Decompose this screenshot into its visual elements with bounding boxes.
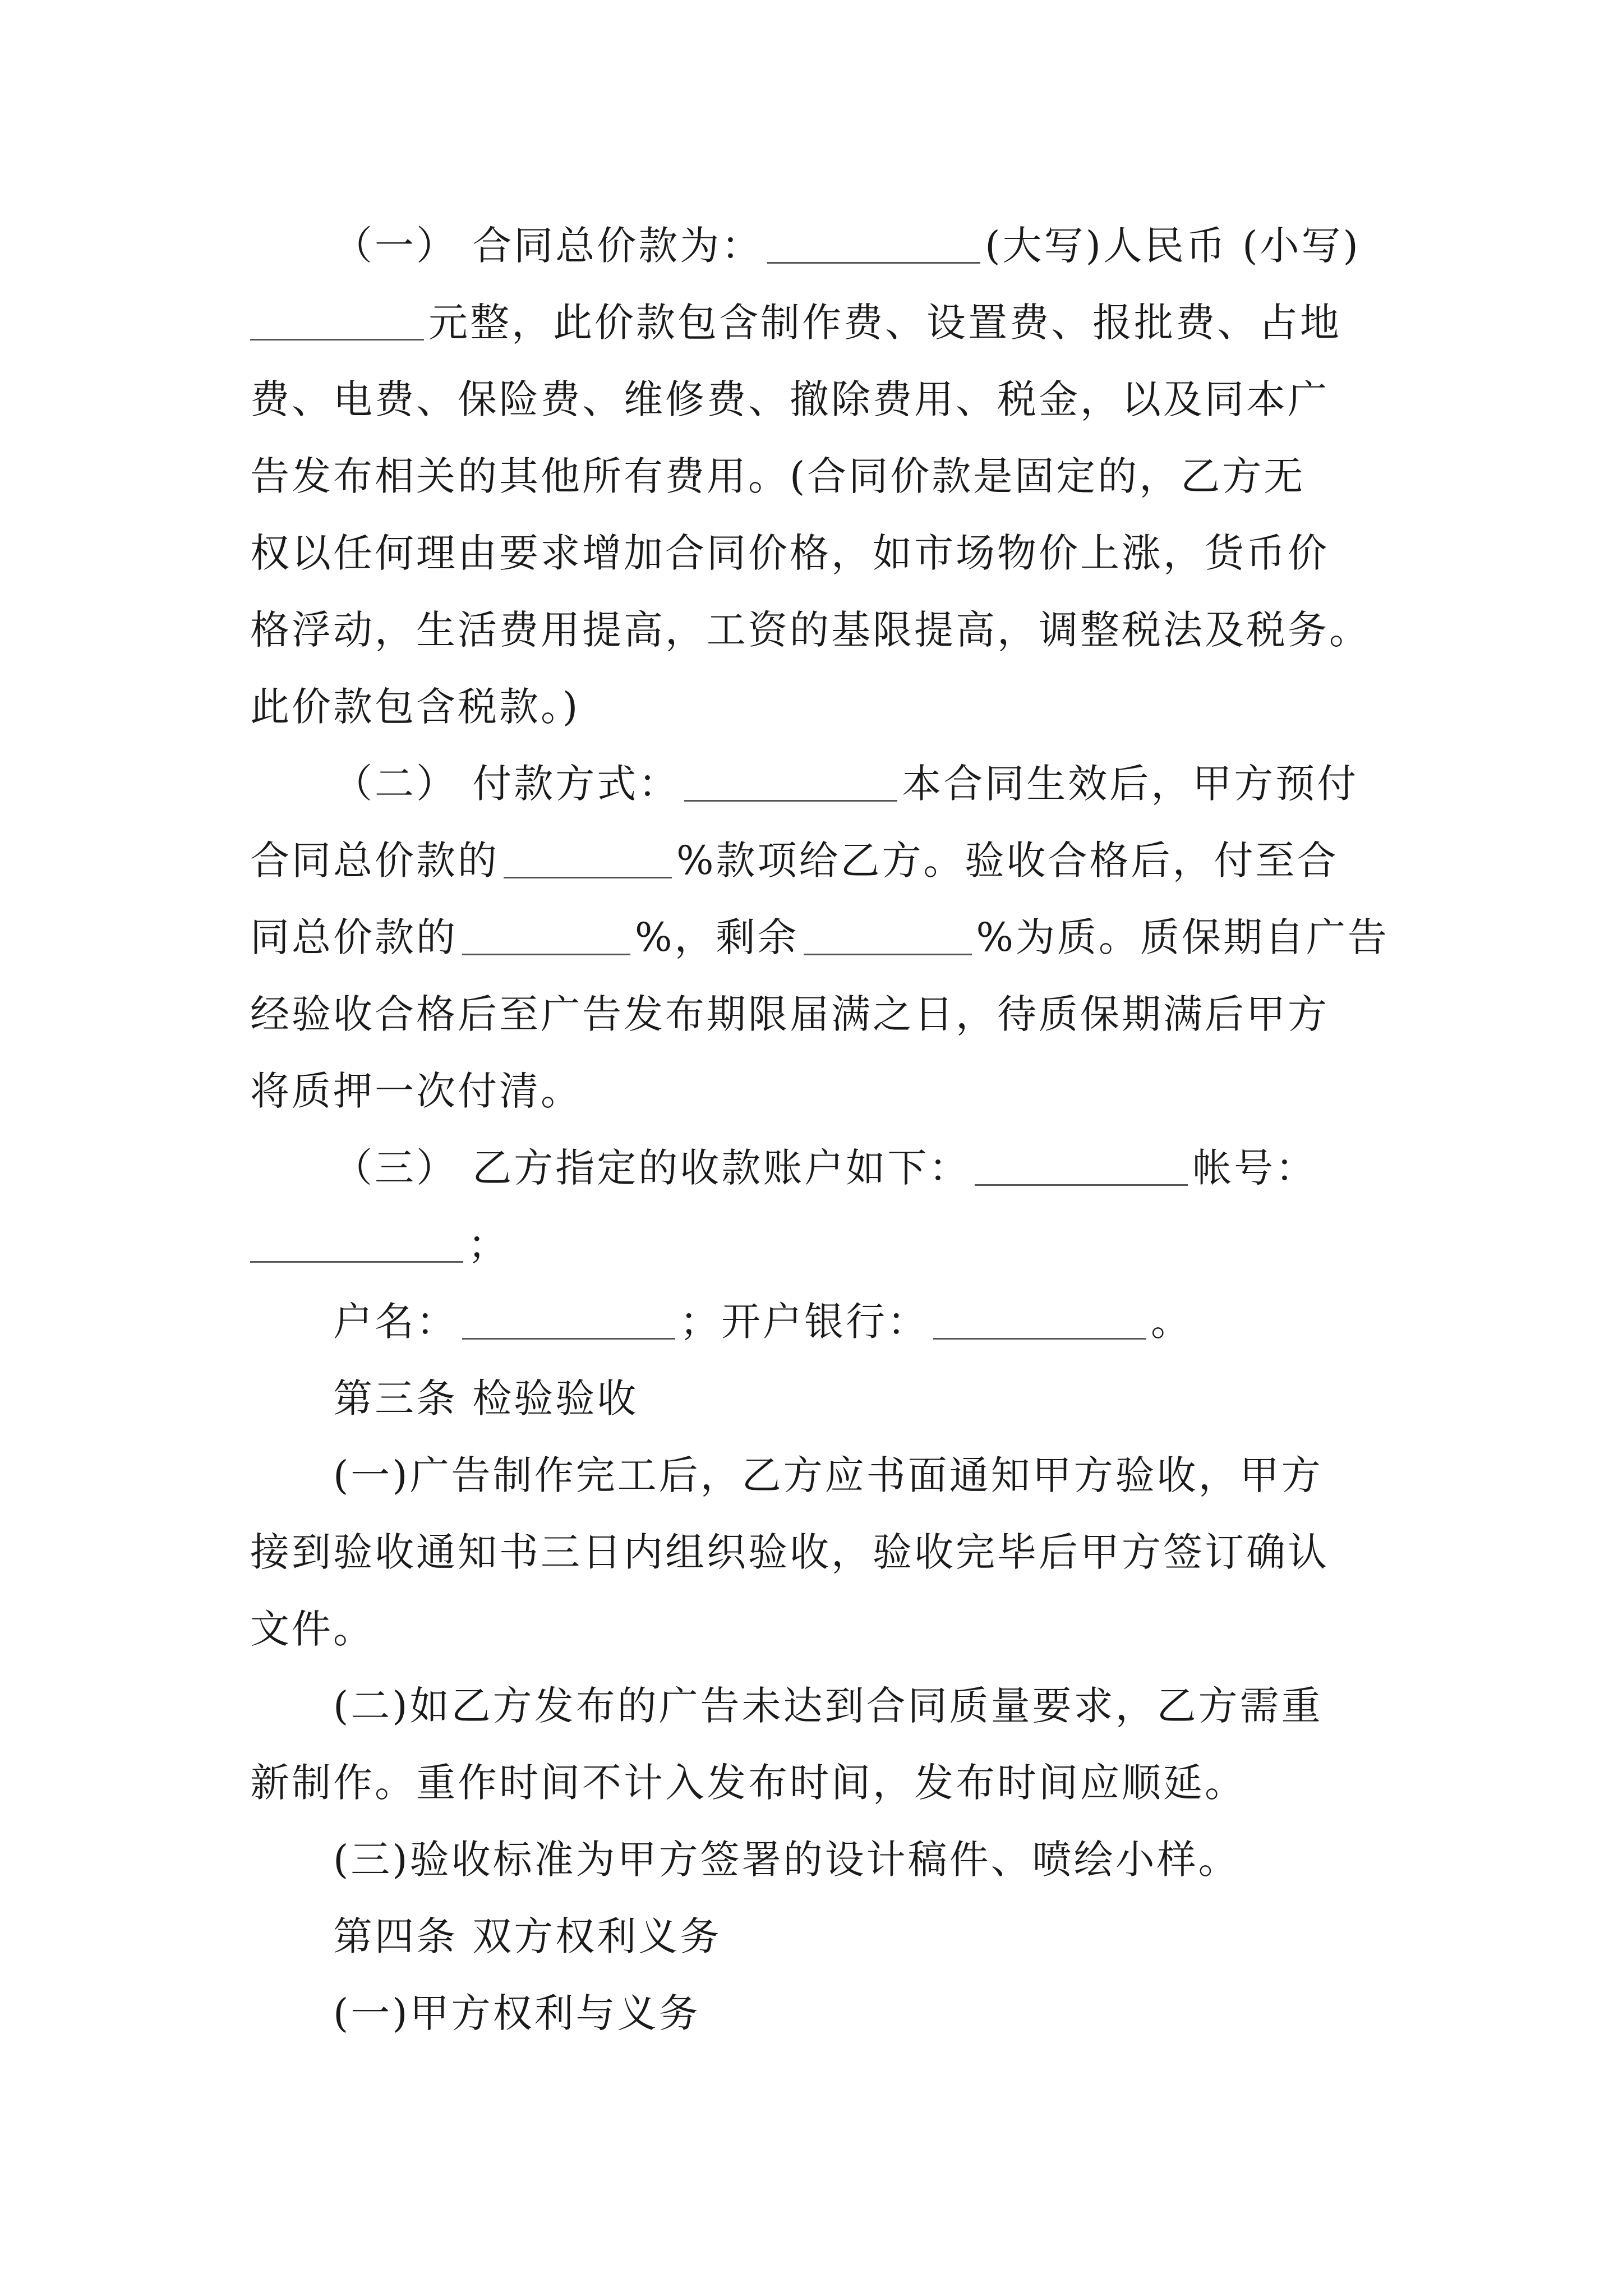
section-heading-inspection: 第三条 检验验收: [333, 1375, 639, 1421]
text-line: (二)如乙方发布的广告未达到合同质量要求，乙方需重: [333, 1683, 1323, 1729]
paragraph-account-name: [250, 1283, 1389, 1360]
paragraph-bank-account: [250, 1130, 1389, 1283]
paragraph-quality-remake: [250, 1668, 1389, 1821]
text-line: 此价款包含税款。): [250, 684, 580, 730]
section-heading-rights: 第四条 双方权利义务: [333, 1913, 722, 1959]
blank-field: [462, 914, 630, 955]
text-line: 接到验收通知书三日内组织验收，验收完毕后甲方签订确认: [250, 1529, 1329, 1575]
text-line: 文件。: [250, 1606, 375, 1652]
text-line: 权以任何理由要求增加合同价格，如市场物价上涨，货币价: [250, 530, 1329, 576]
text-line: （三） 乙方指定的收款账户如下： 帐号：: [333, 1145, 1317, 1191]
text-line: 将质押一次付清。: [250, 1068, 582, 1114]
paragraph-party-a-rights: (一)甲方权利与义务: [333, 1990, 700, 2036]
paragraph-inspection-notice: [250, 1437, 1389, 1668]
text-line: 新制作。重作时间不计入发布时间，发布时间应顺延。: [250, 1760, 1246, 1806]
blank-field: [504, 838, 672, 878]
paragraph-total-price: [250, 208, 1389, 746]
blank-field: [684, 761, 897, 802]
text-line: 元整，此价款包含制作费、设置费、报批费、占地: [250, 284, 1389, 361]
text-line: 合同总价款的 %款项给乙方。验收合格后，付至合: [250, 838, 1339, 884]
text-line: 经验收合格后至广告发布期限届满之日，待质保期满后甲方: [250, 991, 1329, 1037]
blank-field: [250, 300, 424, 341]
paragraph-inspection-standard: (三)验收标准为甲方签署的设计稿件、喷绘小样。: [333, 1837, 1240, 1883]
text-line: 格浮动，生活费用提高，工资的基限提高，调整税法及税务。: [250, 607, 1371, 653]
paragraph-payment-method: [250, 746, 1389, 1130]
text-line: 费、电费、保险费、维修费、撤除费用、税金，以及同本广: [250, 376, 1329, 422]
text-line: 同总价款的 %，剩余 %为质。质保期自广告: [250, 914, 1390, 960]
blank-field: [804, 914, 972, 955]
document-body: [250, 208, 1389, 2052]
blank-field: [462, 1299, 675, 1340]
text-line: （一） 合同总价款为： (大写)人民币 (小写): [333, 223, 1361, 269]
text-line: ；: [250, 1207, 1389, 1283]
text-line: （二） 付款方式： 本合同生效后，甲方预付: [333, 761, 1359, 807]
text-line: (一)广告制作完工后，乙方应书面通知甲方验收，甲方: [333, 1452, 1323, 1498]
blank-field: [933, 1299, 1146, 1340]
blank-field: [975, 1145, 1188, 1186]
blank-field: [767, 223, 980, 264]
text-line: 户名： ；开户银行： 。: [333, 1299, 1192, 1345]
text-line: 告发布相关的其他所有费用。(合同价款是固定的，乙方无: [250, 453, 1306, 499]
blank-field: [250, 1222, 463, 1263]
